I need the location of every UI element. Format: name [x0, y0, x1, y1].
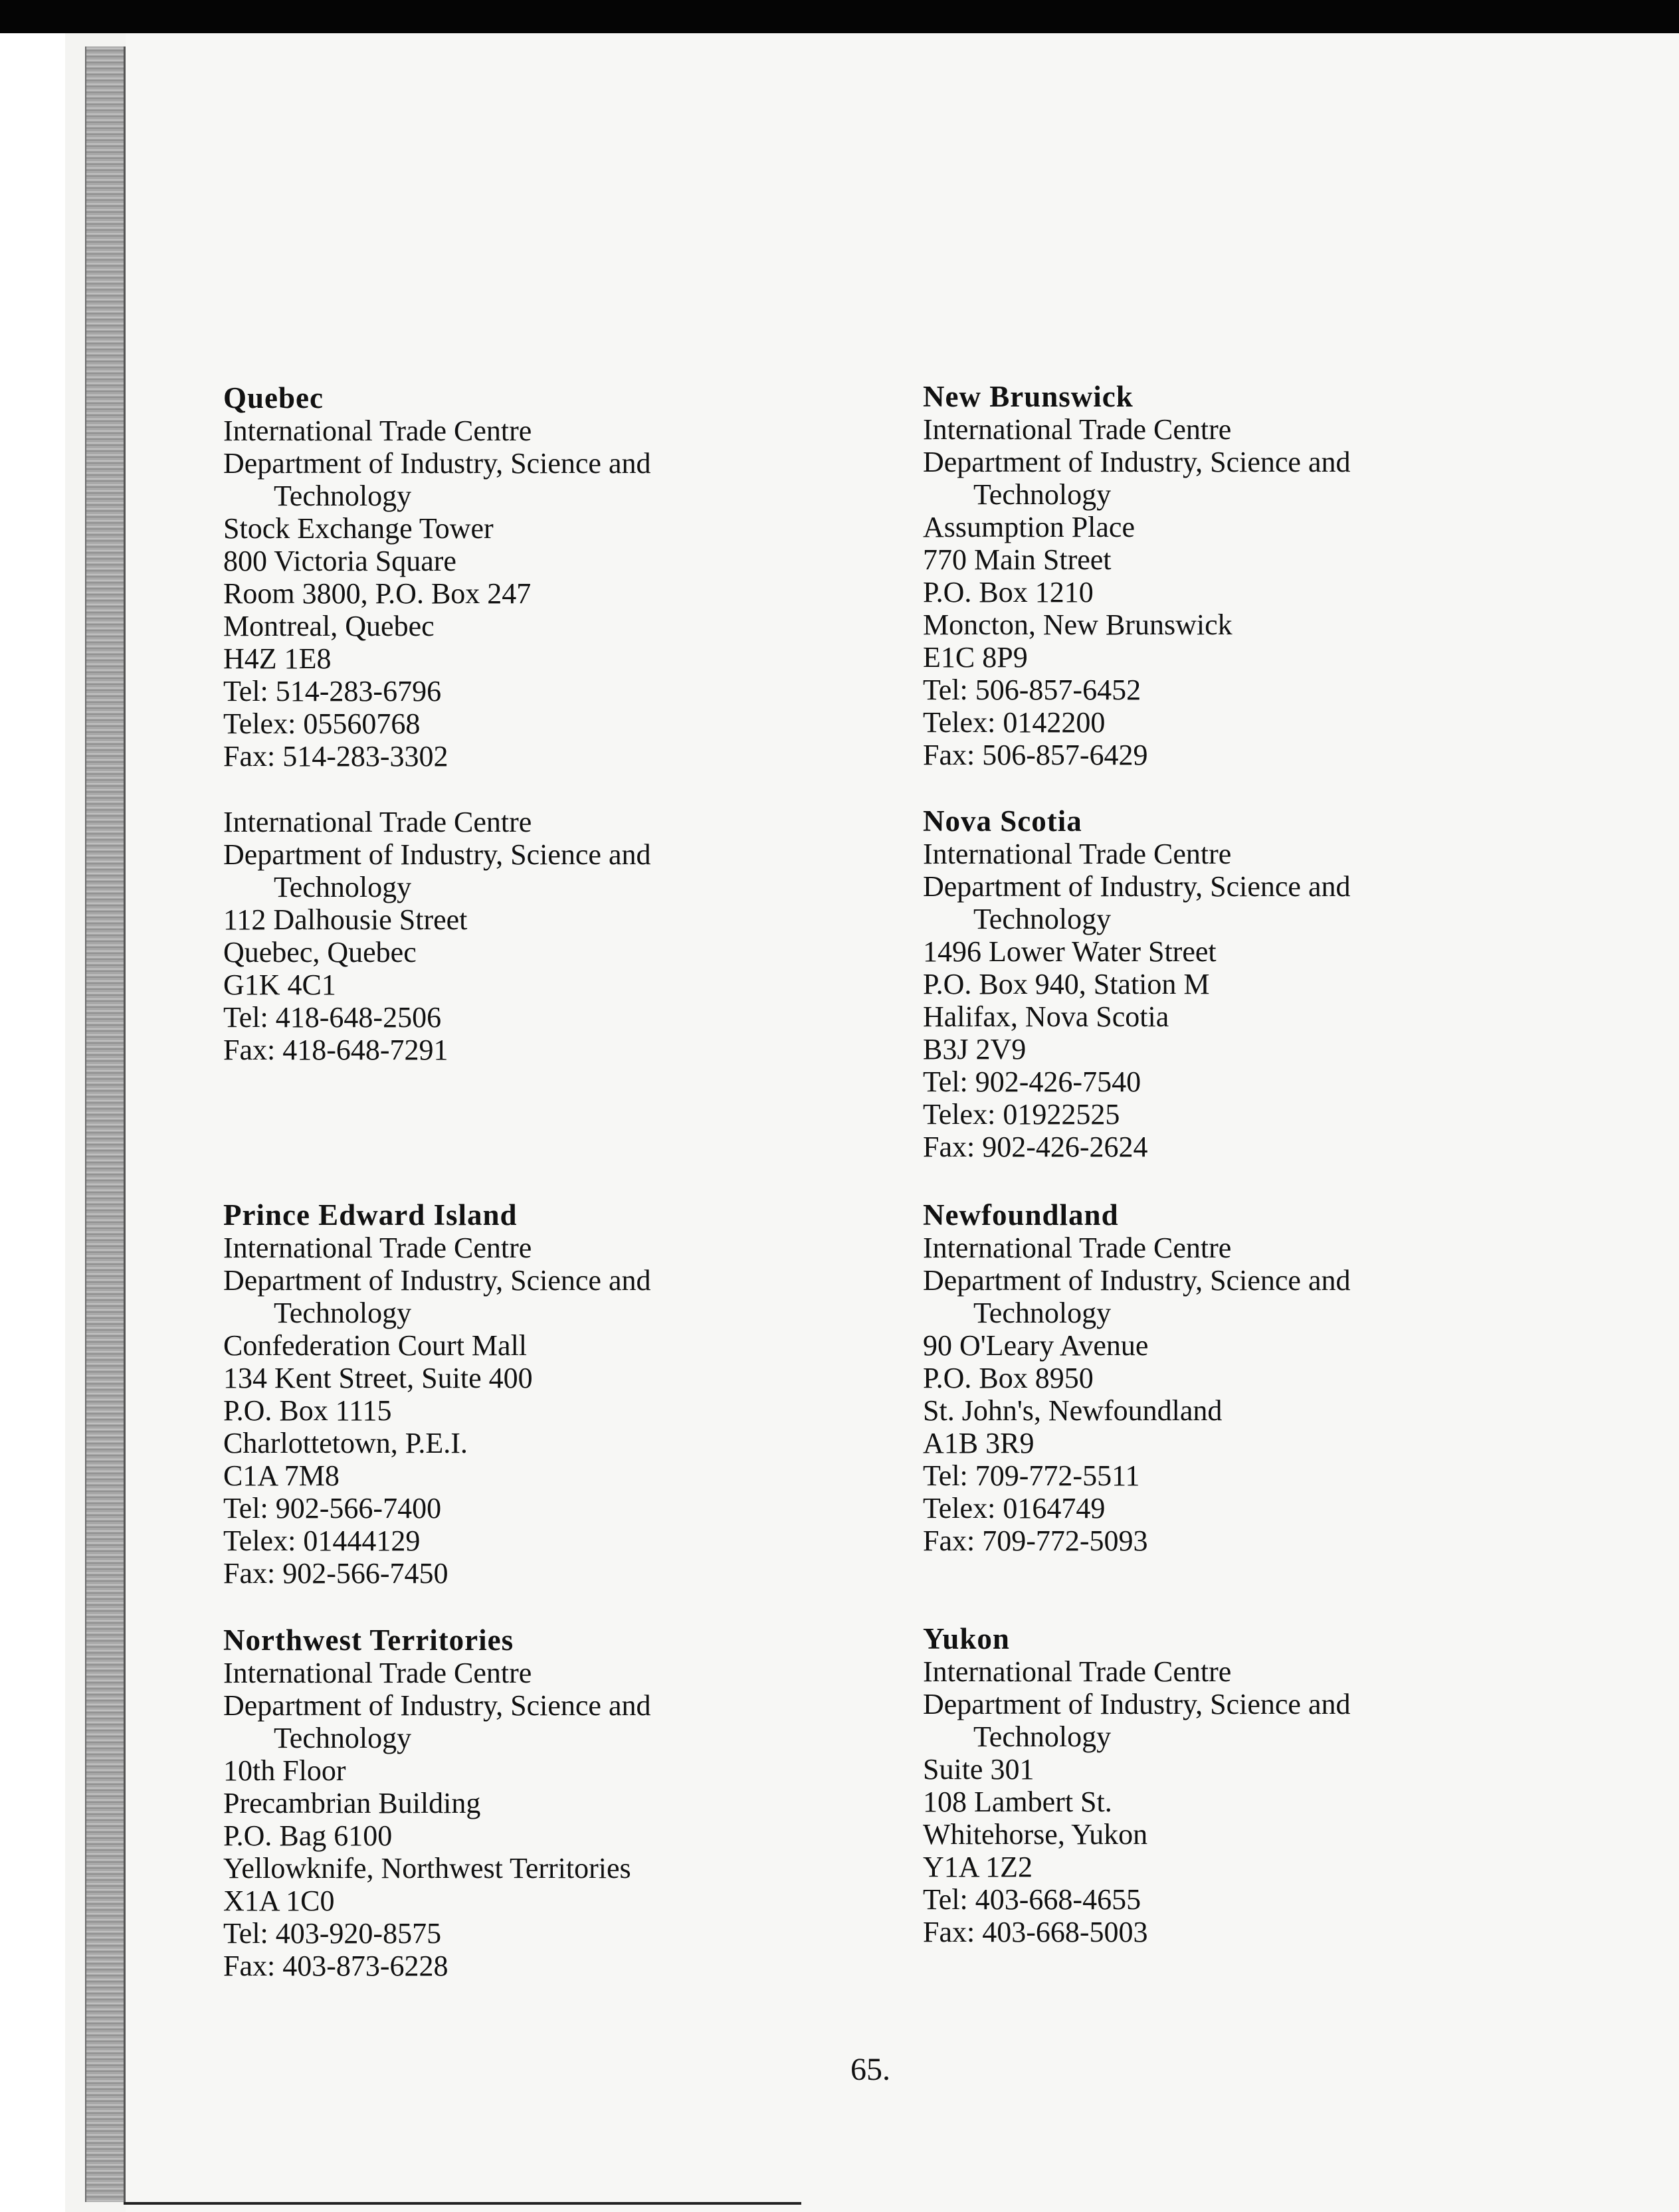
telephone: Tel: 506-857-6452 — [923, 674, 1141, 706]
postal-code: A1B 3R9 — [923, 1427, 1035, 1459]
entry-heading: Quebec — [223, 381, 324, 415]
telex: Telex: 0142200 — [923, 706, 1106, 739]
fax: Fax: 902-566-7450 — [223, 1557, 448, 1590]
department-line: Department of Industry, Science and — [223, 447, 651, 480]
address-line: Assumption Place — [923, 511, 1135, 543]
address-line: Stock Exchange Tower — [223, 512, 494, 545]
postal-code: E1C 8P9 — [923, 641, 1028, 674]
address-line: Precambrian Building — [223, 1787, 481, 1819]
department-line: Department of Industry, Science and — [923, 870, 1351, 903]
office-entry-quebec-montreal — [223, 382, 888, 773]
telephone: Tel: 902-566-7400 — [223, 1492, 442, 1524]
office-entry-newfoundland — [923, 1199, 1587, 1557]
city-line: Charlottetown, P.E.I. — [223, 1427, 468, 1459]
address-line: P.O. Bag 6100 — [223, 1819, 393, 1852]
telex: Telex: 0164749 — [923, 1492, 1106, 1524]
city-line: Montreal, Quebec — [223, 610, 435, 642]
department-line: Department of Industry, Science and — [923, 1264, 1351, 1297]
address-line: 108 Lambert St. — [923, 1786, 1112, 1818]
fax: Fax: 902-426-2624 — [923, 1131, 1148, 1163]
address-line: 112 Dalhousie Street — [223, 903, 468, 936]
fax: Fax: 709-772-5093 — [923, 1524, 1148, 1557]
city-line: St. John's, Newfoundland — [923, 1394, 1223, 1427]
department-line-cont: Technology — [973, 478, 1112, 511]
entry-heading: Prince Edward Island — [223, 1198, 518, 1232]
department-line-cont: Technology — [973, 903, 1112, 935]
department-line-cont: Technology — [274, 1297, 412, 1329]
address-line: P.O. Box 8950 — [923, 1362, 1094, 1394]
department-line: Department of Industry, Science and — [223, 1689, 651, 1722]
postal-code: Y1A 1Z2 — [923, 1851, 1033, 1883]
city-line: Yellowknife, Northwest Territories — [223, 1852, 631, 1885]
telephone: Tel: 902-426-7540 — [923, 1065, 1141, 1098]
postal-code: G1K 4C1 — [223, 968, 336, 1001]
telex: Telex: 05560768 — [223, 707, 421, 740]
address-line: 770 Main Street — [923, 543, 1112, 576]
department-line: Department of Industry, Science and — [223, 1264, 651, 1297]
department-line: Department of Industry, Science and — [923, 1688, 1351, 1720]
telex: Telex: 01444129 — [223, 1524, 421, 1557]
office-name: International Trade Centre — [923, 1232, 1232, 1264]
scan-bottom-border — [124, 2202, 801, 2205]
office-entry-northwest-territories — [223, 1624, 888, 1982]
office-name: International Trade Centre — [923, 1655, 1232, 1688]
office-name: International Trade Centre — [223, 415, 532, 447]
office-entry-yukon — [923, 1623, 1587, 1948]
address-line: P.O. Box 1115 — [223, 1394, 392, 1427]
address-line: 1496 Lower Water Street — [923, 935, 1217, 968]
department-line-cont: Technology — [274, 480, 412, 512]
department-line-cont: Technology — [274, 1722, 412, 1754]
office-name: International Trade Centre — [223, 806, 532, 838]
office-entry-nova-scotia — [923, 805, 1587, 1163]
address-line: P.O. Box 940, Station M — [923, 968, 1210, 1000]
office-name: International Trade Centre — [223, 1232, 532, 1264]
address-line: P.O. Box 1210 — [923, 576, 1094, 608]
postal-code: X1A 1C0 — [223, 1885, 335, 1917]
department-line-cont: Technology — [274, 871, 412, 903]
postal-code: C1A 7M8 — [223, 1459, 340, 1492]
address-line: 10th Floor — [223, 1754, 346, 1787]
city-line: Quebec, Quebec — [223, 936, 417, 968]
entry-heading: Nova Scotia — [923, 804, 1082, 838]
entry-heading: Yukon — [923, 1622, 1010, 1655]
telephone: Tel: 418-648-2506 — [223, 1001, 442, 1034]
department-line: Department of Industry, Science and — [923, 446, 1351, 478]
address-line: 800 Victoria Square — [223, 545, 456, 577]
city-line: Halifax, Nova Scotia — [923, 1000, 1169, 1033]
telephone: Tel: 403-668-4655 — [923, 1883, 1141, 1916]
department-line: Department of Industry, Science and — [223, 838, 651, 871]
department-line-cont: Technology — [973, 1720, 1112, 1753]
entry-heading: Northwest Territories — [223, 1623, 514, 1657]
fax: Fax: 514-283-3302 — [223, 740, 448, 773]
address-line: Room 3800, P.O. Box 247 — [223, 577, 532, 610]
binding-shadow-line — [124, 46, 126, 2202]
department-line-cont: Technology — [973, 1297, 1112, 1329]
postal-code: H4Z 1E8 — [223, 642, 332, 675]
address-line: 90 O'Leary Avenue — [923, 1329, 1149, 1362]
postal-code: B3J 2V9 — [923, 1033, 1027, 1065]
address-line: Suite 301 — [923, 1753, 1035, 1786]
entry-heading: New Brunswick — [923, 380, 1134, 413]
telephone: Tel: 709-772-5511 — [923, 1459, 1140, 1492]
address-line: 134 Kent Street, Suite 400 — [223, 1362, 533, 1394]
office-entry-quebec-city — [223, 806, 888, 1066]
scan-left-margin — [0, 33, 65, 2212]
office-name: International Trade Centre — [923, 838, 1232, 870]
book-binding-edge — [85, 46, 125, 2202]
fax: Fax: 418-648-7291 — [223, 1034, 448, 1066]
fax: Fax: 403-668-5003 — [923, 1916, 1148, 1948]
city-line: Moncton, New Brunswick — [923, 608, 1233, 641]
office-name: International Trade Centre — [223, 1657, 532, 1689]
address-line: Confederation Court Mall — [223, 1329, 528, 1362]
office-name: International Trade Centre — [923, 413, 1232, 446]
telephone: Tel: 514-283-6796 — [223, 675, 442, 707]
page-number: 65. — [850, 2052, 890, 2087]
scan-top-border — [0, 0, 1679, 33]
fax: Fax: 403-873-6228 — [223, 1950, 448, 1982]
telex: Telex: 01922525 — [923, 1098, 1120, 1131]
telephone: Tel: 403-920-8575 — [223, 1917, 442, 1950]
city-line: Whitehorse, Yukon — [923, 1818, 1148, 1851]
fax: Fax: 506-857-6429 — [923, 739, 1148, 771]
entry-heading: Newfoundland — [923, 1198, 1119, 1232]
office-entry-pei — [223, 1199, 888, 1590]
office-entry-new-brunswick — [923, 381, 1587, 771]
